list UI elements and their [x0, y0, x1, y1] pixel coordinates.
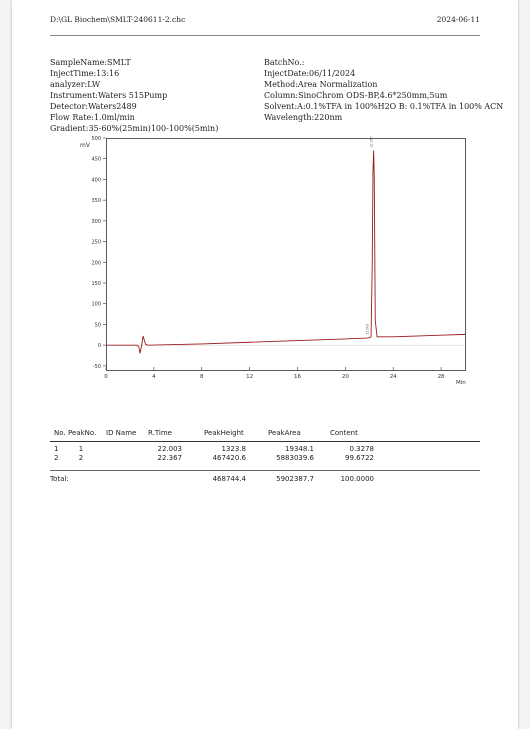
total-divider [50, 470, 480, 471]
table-row [50, 445, 480, 454]
row-peak-no: 1 [78, 445, 84, 453]
x-tick-label: 12 [246, 374, 254, 380]
row-peak-no: 2 [78, 454, 84, 462]
peak-label: 22.367 [369, 136, 374, 148]
col-peak-height: PeakHeight [204, 429, 244, 437]
x-tick-label: 8 [199, 374, 204, 380]
row-no: 1 [54, 445, 59, 453]
y-tick-label: 500 [91, 136, 101, 142]
report-date: 2024-06-11 [436, 15, 480, 24]
x-tick-label: 0 [104, 374, 108, 380]
meta-flow-rate: Flow Rate:1.0ml/min [50, 113, 135, 122]
row-rtime: 22.367 [157, 454, 182, 462]
header-divider [50, 35, 480, 36]
meta-column: Column:SinoChrom ODS-BP,4.6*250mm,5um [264, 91, 448, 100]
col-content: Content [330, 429, 358, 437]
y-tick-label: 100 [91, 301, 101, 308]
meta-analyzer: analyzer:LW [50, 80, 101, 89]
x-tick-label: 20 [341, 374, 349, 380]
row-peak-area: 5883039.6 [276, 454, 314, 462]
y-tick-label: 350 [91, 198, 101, 205]
total-label: Total: [50, 475, 69, 483]
y-tick-label: -50 [92, 363, 101, 370]
y-tick-label: 50 [94, 322, 101, 329]
total-content: 100.0000 [340, 475, 374, 483]
meta-solvent: Solvent:A:0.1%TFA in 100%H2O B: 0.1%TFA in 100% ACN [264, 102, 504, 111]
row-peak-area: 19348.1 [285, 445, 314, 453]
meta-batch-no: BatchNo.: [264, 58, 305, 67]
col-peak-area: PeakArea [268, 429, 301, 437]
total-peak-height: 468744.4 [212, 475, 246, 483]
y-tick-label: 0 [97, 343, 101, 350]
col-rtime: R.Time [148, 429, 172, 437]
plot-frame [107, 139, 466, 371]
meta-instrument: Instrument:Waters 515Pump [50, 91, 168, 100]
y-tick-label: 150 [91, 281, 101, 287]
row-content: 99.6722 [345, 454, 374, 462]
chromatogram-svg [64, 136, 469, 388]
col-no: No. [54, 429, 66, 437]
total-row [50, 475, 480, 485]
y-tick-label: 400 [91, 177, 101, 184]
row-peak-height: 467420.6 [212, 454, 246, 462]
meta-inject-date: InjectDate:06/11/2024 [264, 69, 356, 78]
x-tick-label: 4 [152, 374, 156, 380]
meta-method: Method:Area Normalization [264, 80, 378, 89]
y-tick-label: 450 [91, 156, 101, 163]
meta-gradient: Gradient:35-60%(25min)100-100%(5min) [50, 124, 219, 133]
meta-left [50, 57, 218, 134]
y-tick-label: 250 [91, 239, 101, 246]
meta-right [264, 57, 503, 123]
meta-inject-time: InjectTime:13:16 [50, 69, 120, 78]
row-content: 0.3278 [349, 445, 374, 453]
file-path: D:\GL Biochem\SMLT-240611-2.chc [50, 15, 186, 24]
meta-wavelength: Wavelength:220nm [264, 113, 343, 122]
col-id-name: ID Name [106, 429, 137, 437]
total-peak-area: 5902387.7 [276, 475, 314, 483]
meta-detector: Detector:Waters2489 [50, 102, 137, 111]
x-tick-label: 24 [389, 374, 397, 380]
table-header-row [50, 429, 480, 442]
y-tick-label: 200 [91, 260, 101, 267]
x-axis-label: Min [456, 380, 466, 386]
y-axis-label: mV [80, 142, 90, 149]
chromatogram [64, 136, 469, 388]
report-page [12, 0, 518, 729]
col-peak-no: PeakNo. [68, 429, 97, 437]
meta-sample-name: SampleName:SMLT [50, 58, 131, 67]
table-row [50, 454, 480, 463]
row-no: 2 [54, 454, 59, 462]
peak-table [50, 429, 480, 463]
row-rtime: 22.003 [157, 445, 182, 453]
x-tick-label: 16 [293, 374, 301, 380]
y-tick-label: 300 [91, 218, 101, 225]
peak-label: 22.003 [365, 323, 370, 335]
x-tick-label: 28 [437, 374, 445, 380]
row-peak-height: 1323.8 [221, 445, 246, 453]
